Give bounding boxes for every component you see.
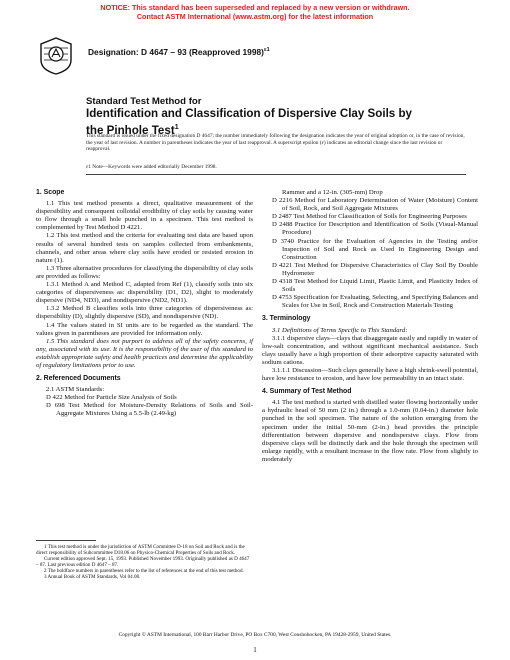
section-heading-referenced-documents: 2. Referenced Documents (36, 375, 121, 383)
designation-superscript: ε1 (263, 47, 270, 54)
paragraph-1-3-2: 1.3.2 Method B classifies soils into three categories of dispersiveness as: dispersibility (D), slightly dispersive (SD), and nondispersive (ND). (36, 305, 253, 321)
paragraph-1-2: 1.2 This test method and the criteria for evaluating test data are based upon results of several hundred tests on samples collected from embankments, channels, and other areas where clay soils have eroded or resisted erosion in nature (1). (36, 232, 253, 264)
supersession-notice (0, 3, 510, 21)
reference-d4753: D 4753 Specification for Evaluating, Selecting, and Specifying Balances and Scales for Use in Soil, Rock and Construction Materials Testing (272, 294, 478, 310)
reference-d2487: D 2487 Test Method for Classification of Soils for Engineering Purposes (272, 213, 467, 221)
paragraph-3-1-1-1: 3.1.1.1 Discussion—Such clays generally have a high shrink-swell potential, have low resistance to erosion, and have low permeability in an intact state. (262, 366, 478, 383)
section-heading-scope: 1. Scope (36, 189, 65, 196)
designation (88, 47, 270, 57)
footnote-1: 1 This test method is under the jurisdiction of ASTM Committee D-18 on Soil and Rock and is the direct responsibility of Subcommittee D18.06 on Physico-Chemical Properties of Soils and Rock. (36, 544, 245, 557)
astm-logo-icon (38, 36, 74, 76)
paragraph-3-1-1: 3.1.1 dispersive clays—clays that disaggregate easily and rapidly in water of low-salt concentration, and without significant mechanical assistance. Such clays usually have a high proportion of their adsorptive capacity saturated with sodium cations. (262, 334, 478, 366)
title-footnote-mark: 1 (174, 123, 179, 131)
page-number: 1 (253, 646, 257, 654)
title-line-1: Identification and Classification of Dispersive Clay Soils by (86, 107, 412, 120)
reference-d698: D 698 Test Method for Moisture-Density Relations of Soils and Soil-Aggregate Mixtures Using a 5.5-lb (2.49-kg) (46, 402, 253, 418)
astm-logo (38, 36, 74, 76)
right-column (262, 189, 478, 464)
footnote-1b: Current edition approved Sept. 15, 1993. Published November 1993. Originally published as D 4647 – 87. Last previous edition D 4647 – 87. (36, 556, 250, 569)
paragraph-1-3-1: 1.3.1 Method A and Method C, adapted from Ref (1), classify soils into six categories of dispersiveness as: dispersibility (D1, D2), slight to moderately dispersive (ND4, ND3), and nondispersive (ND2, ND1). (36, 281, 253, 305)
reference-d2216: D 2216 Method for Laboratory Determination of Water (Moisture) Content of Soil, Rock, and Soil Aggregate Mixtures (272, 197, 478, 213)
paragraph-3-1: 3.1 Definitions of Terms Specific to This Standard: (272, 326, 408, 334)
paragraph-1-1: 1.1 This test method presents a direct, qualitative measurement of the dispersibility and consequent colloidal erodibility of clay soils by causing water to flow through a small hole punched in a specimen. This test method is complemented by Test Method D 4221. (36, 200, 253, 232)
reference-d422: D 422 Method for Particle Size Analysis of Soils (46, 394, 177, 402)
footnote-2: 2 The boldface numbers in parentheses refer to the list of references at the end of this test method. (44, 568, 244, 575)
standard-label: Standard Test Method for (86, 96, 202, 107)
reference-d4318: D 4318 Test Method for Liquid Limit, Plastic Limit, and Plasticity Index of Soils (272, 278, 478, 294)
reference-d4221: D 4221 Test Method for Dispersive Characteristics of Clay Soil By Double Hydrometer (272, 261, 478, 277)
paragraph-2-1: 2.1 ASTM Standards: (46, 386, 105, 394)
paragraph-1-4: 1.4 The values stated in SI units are to be regarded as the standard. The values given in parentheses are provided for information only. (36, 321, 253, 337)
left-column (36, 189, 253, 419)
notice-line-1: NOTICE: This standard has been superseded and replaced by a new version or withdrawn. (100, 3, 410, 12)
reference-d3740: D 3740 Practice for the Evaluation of Agencies in the Testing and/or Inspection of Soil and Rock as Used In Engineering Design and Construction (272, 237, 478, 261)
issued-statement: This standard is issued under the fixed designation D 4647; the number immediately following the designation indicates the year of original adoption or, in the case of revision, the year of last revision. A number in parentheses indicates the year of last reapproval. A superscript epsilon (ε) indicates an editorial change since the last revision or reapproval. (86, 133, 465, 153)
paragraph-1-5: 1.5 This standard does not purport to address all of the safety concerns, if any, associated with its use. It is the responsibility of the user of this standard to establish appropriate safety and health practices and determine the applicability of regulatory limitations prior to use. (36, 337, 253, 369)
notice-line-2: Contact ASTM International (www.astm.org) for the latest information (136, 12, 374, 21)
header-divider (86, 174, 466, 175)
reference-d2488: D 2488 Practice for Description and Identification of Soils (Visual-Manual Procedure) (272, 221, 478, 237)
designation-text: Designation: D 4647 – 93 (Reapproved 1998) (88, 47, 264, 57)
footnote-3: 3 Annual Book of ASTM Standards, Vol 04.08. (44, 574, 141, 581)
title-line-2-text: the Pinhole Test (86, 123, 175, 137)
editorial-note: ε1 Note—Keywords were added editorially December 1998. (86, 164, 217, 170)
title-block (86, 96, 486, 137)
copyright-footer: Copyright © ASTM International, 100 Barr Harbor Drive, PO Box C700, West Conshohocken, PA 19428-2959, United States. (118, 632, 392, 638)
paragraph-4-1: 4.1 The test method is started with distilled water flowing horizontally under a hydraulic head of 50 mm (2 in.) through a 1.0-mm (0.04-in.) diameter hole punched in the soil specimen. The nature of the solution emerging from the specimen under the initial 50-mm (2-in.) head provides the principle differentiation between dispersive and nondispersive clays. Flow from dispersive clays will be distinctly dark and the hole through the specimen will enlarge rapidly, with a resultant increase in the flow rate. Flow from slightly to moderately (262, 399, 478, 463)
section-heading-terminology: 3. Terminology (262, 315, 311, 323)
paragraph-1-3: 1.3 Three alternative procedures for classifying the dispersibility of clay soils are provided as follows: (36, 264, 253, 280)
section-heading-summary: 4. Summary of Test Method (262, 388, 352, 396)
footnotes (36, 540, 253, 581)
reference-d698-continued: Rammer and a 12-in. (305-mm) Drop (282, 189, 383, 196)
